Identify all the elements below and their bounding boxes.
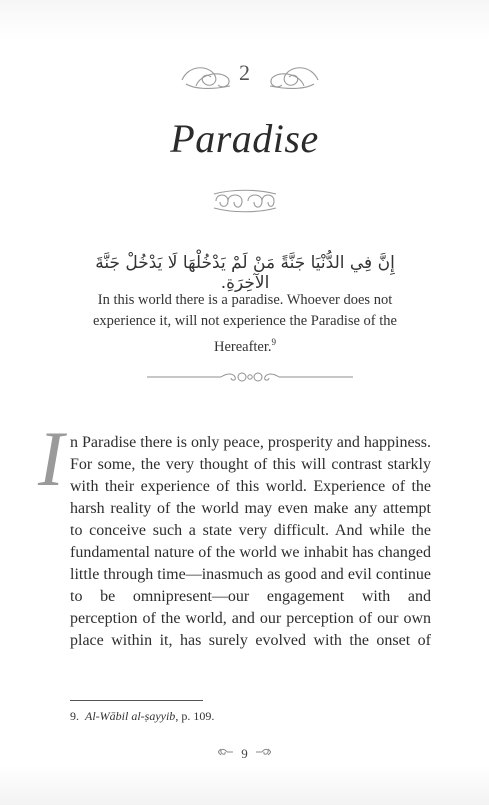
chapter-title: Paradise <box>170 116 319 161</box>
right-swirl-ornament-icon <box>268 62 320 92</box>
chapter-number: 2 <box>239 60 250 85</box>
arabic-epigraph: إِنَّ فِي الدُّنْيَا جَنَّةً مَنْ لَمْ يَدْخُلْهَا لَا يَدْخُلْ جَنَّةَ الآخِرَةِ. <box>95 253 395 293</box>
footnote-rule <box>70 700 203 701</box>
chapter-heading <box>0 58 489 98</box>
drop-cap: I <box>38 415 64 502</box>
section-divider-ornament-icon <box>147 369 353 385</box>
footnote <box>70 709 214 724</box>
page-number-row <box>0 745 489 765</box>
translation-text: In this world there is a paradise. Whoever does not experience it, will not experience the Paradise of the Hereafter. <box>93 292 397 355</box>
footnote-reference: 9 <box>271 337 277 347</box>
epigraph-translation <box>80 290 410 358</box>
footnote-number: 9. <box>70 709 79 723</box>
footnote-page: , p. 109. <box>175 709 215 723</box>
body-paragraph: n Paradise there is only peace, prosperity and happiness. For some, the very thought of this will contrast starkly with their experience of this world. Experience of the harsh reality of the world may even make any attempt to conceive such a state very difficult. And while the fundamental nature of the world we inhabit has changed little through time—inasmuch as good and evil continue to be omnipresent—our engagement with and perception of the world, and our perception of our own place within it, has surely evolved with the onset of <box>70 434 431 649</box>
right-flourish-icon <box>255 746 271 762</box>
page-number: 9 <box>241 746 248 762</box>
footnote-source-title: Al-Wābil al-ṣayyib <box>85 709 176 723</box>
title-ornament-icon <box>212 188 278 214</box>
left-flourish-icon <box>218 746 234 762</box>
